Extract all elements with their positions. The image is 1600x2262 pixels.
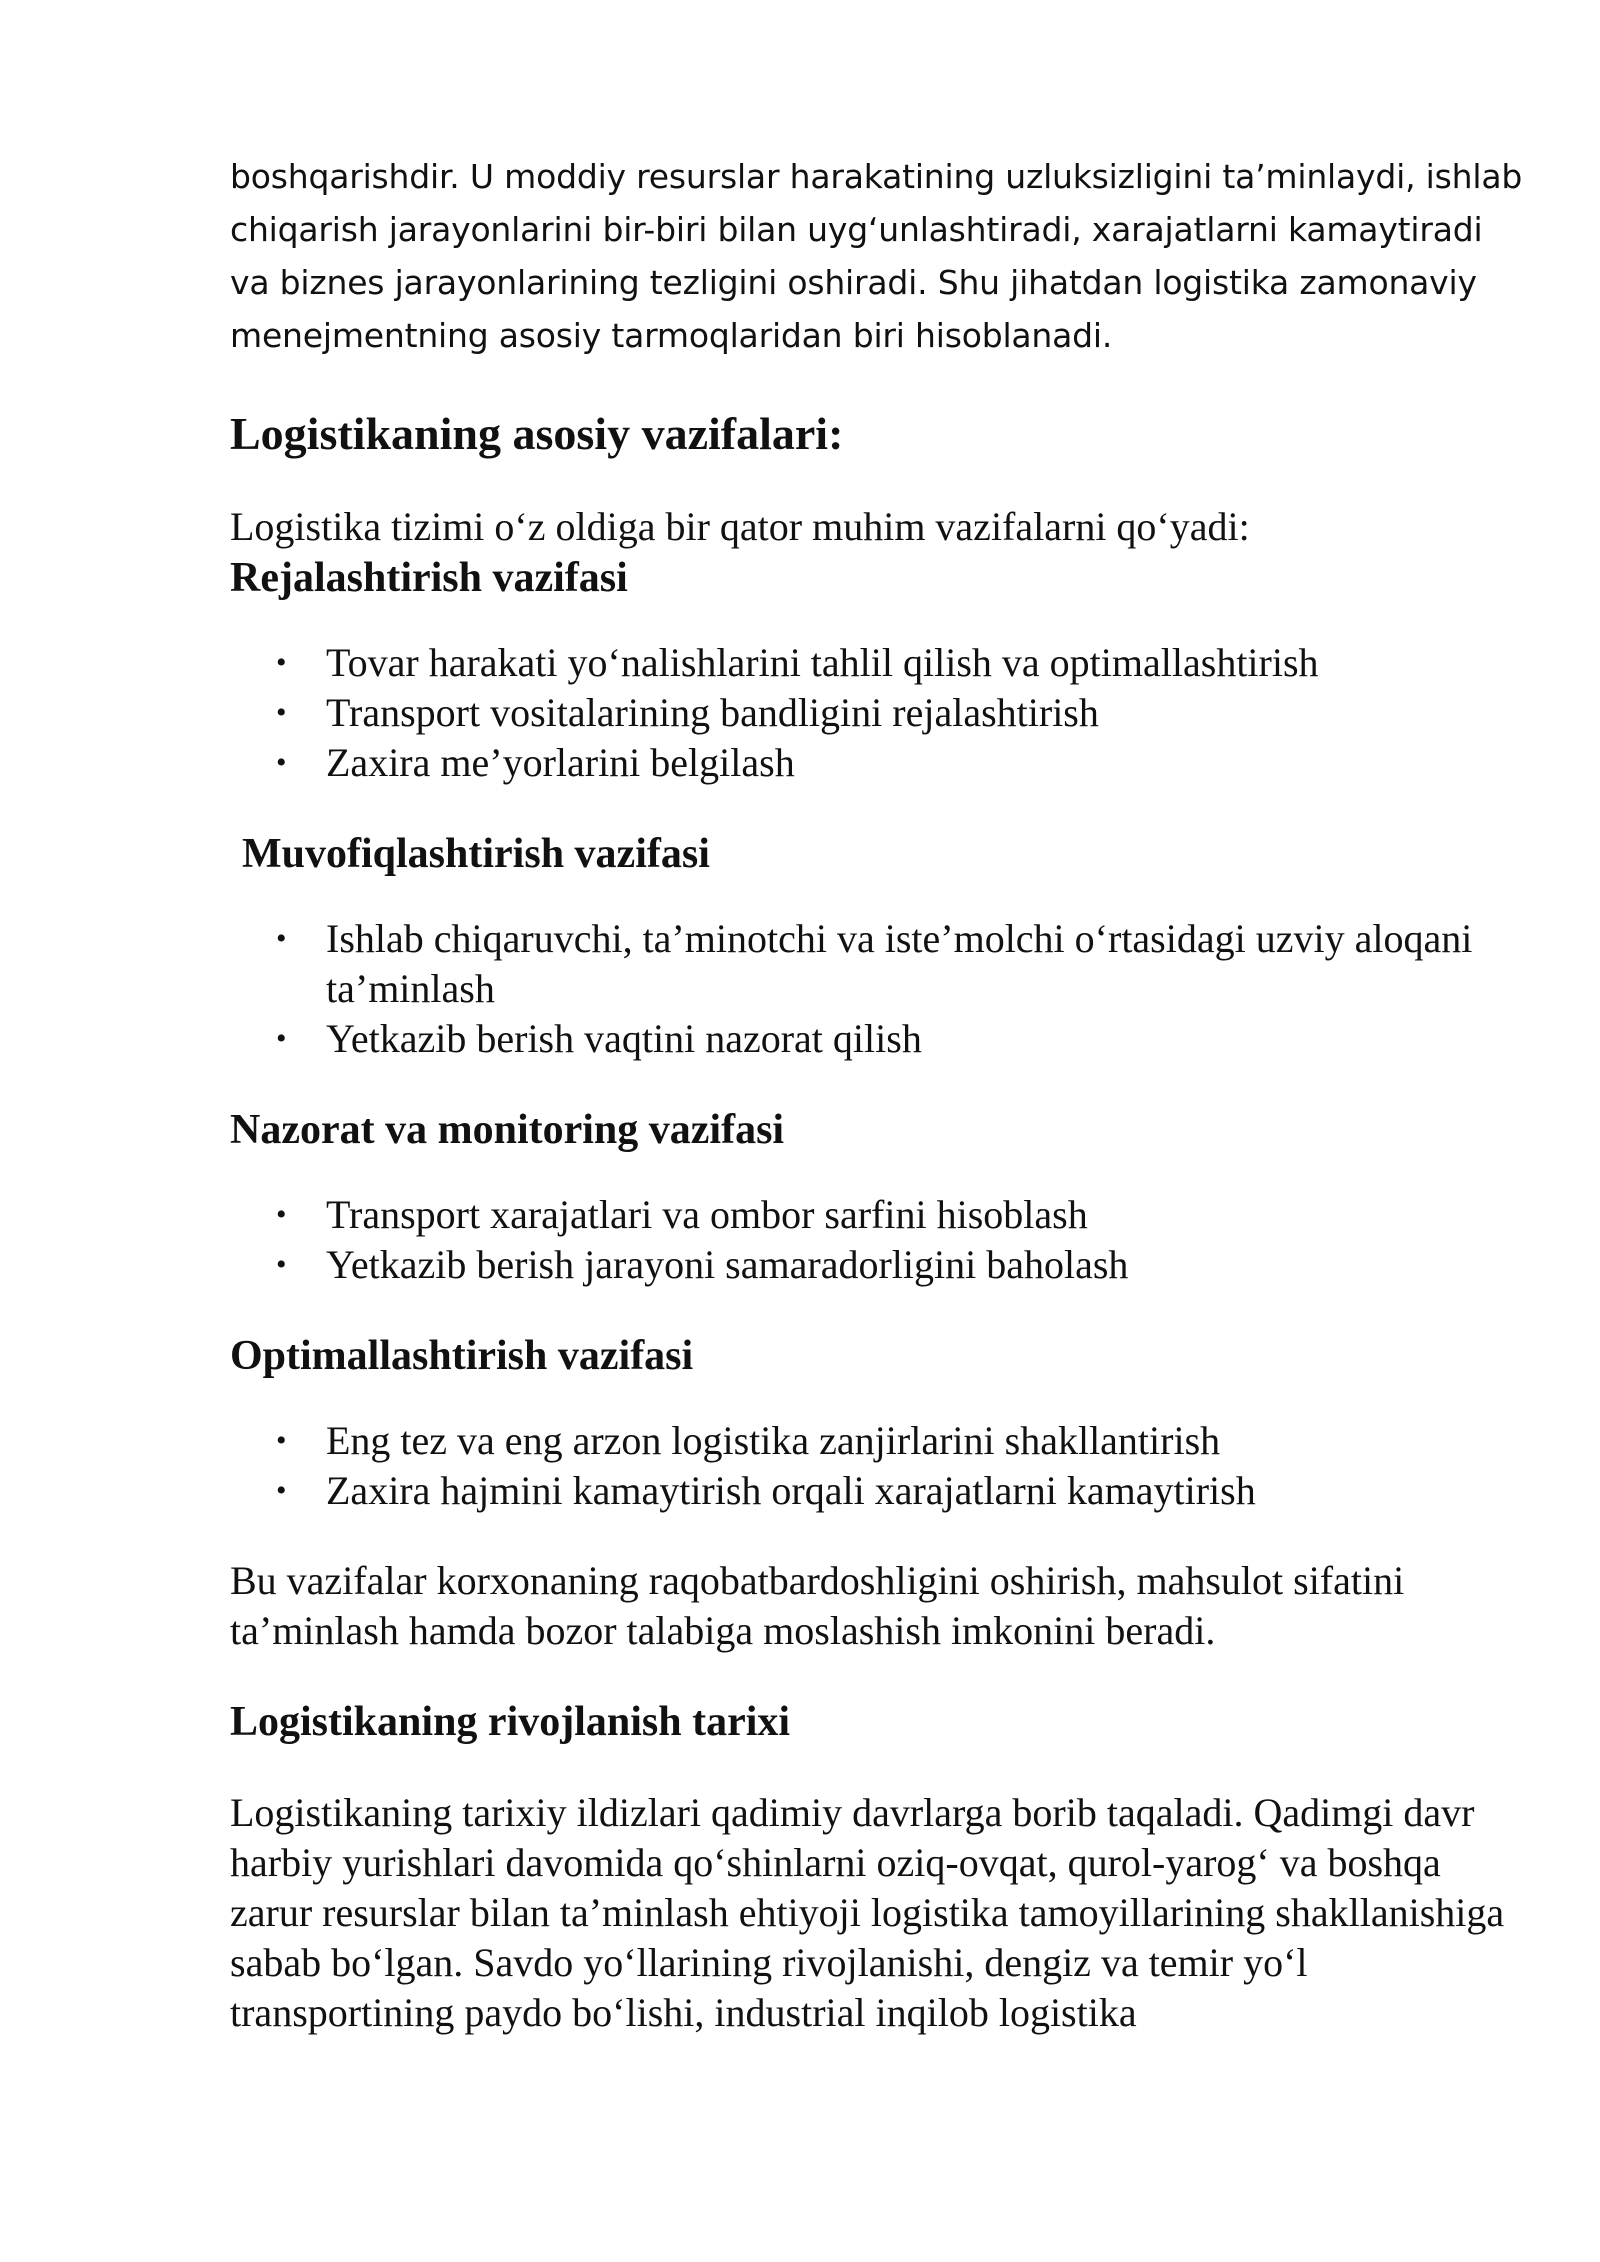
monitoring-heading: Nazorat va monitoring vazifasi	[230, 1107, 785, 1153]
tasks-lead: Logistika tizimi o‘z oldiga bir qator muhim vazifalarni qo‘yadi:	[230, 504, 1250, 549]
list-item: • Yetkazib berish vaqtini nazorat qilish	[230, 1014, 1530, 1064]
history-heading: Logistikaning rivojlanish tarixi	[230, 1699, 791, 1745]
bullet-icon: •	[276, 646, 287, 679]
bullet-icon: •	[276, 1022, 287, 1055]
list-item: • Transport xarajatlari va ombor sarfini hisoblash	[230, 1190, 1530, 1240]
bullet-icon: •	[276, 1248, 287, 1281]
coordination-heading: Muvofiqlashtirish vazifasi	[242, 831, 710, 877]
list-item: • Zaxira hajmini kamaytirish orqali xarajatlarni kamaytirish	[230, 1466, 1530, 1516]
tasks-heading: Logistikaning asosiy vazifalari:	[230, 408, 844, 459]
optimization-list	[230, 1416, 1530, 1516]
bullet-icon: •	[276, 1198, 287, 1231]
bullet-icon: •	[276, 1424, 287, 1457]
bullet-icon: •	[276, 1474, 287, 1507]
tasks-conclusion: Bu vazifalar korxonaning raqobatbardoshligini oshirish, mahsulot sifatini ta’minlash hamda bozor talabiga moslashish imkonini beradi.	[230, 1558, 1405, 1653]
bullet-icon: •	[276, 746, 287, 779]
intro-paragraph: boshqarishdir. U moddiy resurslar harakatining uzluksizligini ta’minlaydi, ishlab chiqarish jarayonlarini bir-biri bilan uyg‘unlashtiradi, xarajatlarni kamaytiradi va biznes jarayonlarining tezligini oshiradi. Shu jihatdan logistika zamonaviy menejmentning asosiy tarmoqlaridan biri hisoblanadi.	[230, 157, 1523, 355]
bullet-icon: •	[276, 696, 287, 729]
optimization-heading: Optimallashtirish vazifasi	[230, 1333, 694, 1379]
list-item: • Yetkazib berish jarayoni samaradorligini baholash	[230, 1240, 1530, 1290]
document-page	[230, 150, 1530, 2038]
bullet-icon: •	[276, 922, 287, 955]
list-item: • Tovar harakati yo‘nalishlarini tahlil qilish va optimallashtirish	[230, 638, 1530, 688]
list-item: • Ishlab chiqaruvchi, ta’minotchi va iste’molchi o‘rtasidagi uzviy aloqani ta’minlash	[276, 916, 1473, 1011]
monitoring-list	[230, 1190, 1530, 1290]
history-paragraph: Logistikaning tarixiy ildizlari qadimiy davrlarga borib taqaladi. Qadimgi davr harbiy yurishlari davomida qo‘shinlarni oziq-ovqat, qurol-yarog‘ va boshqa zarur resurslar bilan ta’minlash ehtiyoji logistika tamoyillarining shakllanishiga sabab bo‘lgan. Savdo yo‘llarining rivojlanishi, dengiz va temir yo‘l transportining paydo bo‘lishi, industrial inqilob logistika	[230, 1790, 1505, 2035]
coordination-list	[230, 914, 1530, 1064]
planning-list	[230, 638, 1530, 788]
list-item: • Zaxira me’yorlarini belgilash	[230, 738, 1530, 788]
planning-heading: Rejalashtirish vazifasi	[230, 555, 628, 601]
list-item: • Eng tez va eng arzon logistika zanjirlarini shakllantirish	[230, 1416, 1530, 1466]
list-item: • Transport vositalarining bandligini rejalashtirish	[230, 688, 1530, 738]
